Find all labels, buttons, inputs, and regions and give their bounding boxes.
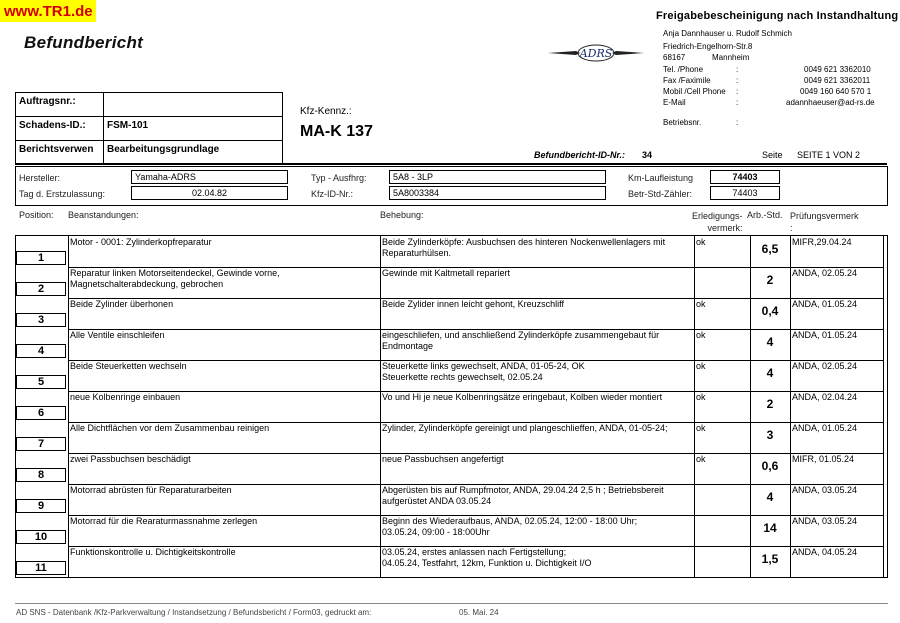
hours-value[interactable]: 4 bbox=[766, 490, 774, 504]
auftrag-field[interactable] bbox=[103, 92, 283, 117]
company-street: Friedrich-Engelhorn-Str.8 bbox=[663, 42, 753, 51]
position-number: 5 bbox=[16, 375, 66, 389]
bericht-label: Berichtsverwen bbox=[15, 140, 104, 165]
betr-label: Betr-Std-Zähler: bbox=[628, 189, 693, 199]
hours-value[interactable]: 6,5 bbox=[761, 242, 779, 256]
fix-text[interactable]: Zylinder, Zylinderköpfe gereinigt und plangeschlieffen, ANDA, 01-05-24; bbox=[382, 423, 668, 433]
hours-value[interactable]: 1,5 bbox=[761, 552, 779, 566]
issue-text[interactable]: Funktionskontrolle u. Dichtigkeitskontrolle bbox=[70, 547, 236, 557]
position-number: 7 bbox=[16, 437, 66, 451]
issue-text[interactable]: zwei Passbuchsen beschädigt bbox=[70, 454, 191, 464]
auftrag-label: Auftragsnr.: bbox=[15, 92, 104, 117]
schaden-label: Schadens-ID.: bbox=[15, 116, 104, 141]
hours-value[interactable]: 2 bbox=[766, 273, 774, 287]
done-mark[interactable]: ok bbox=[696, 392, 706, 402]
col-arbstd: Arb.-Std. bbox=[747, 210, 783, 220]
position-number: 1 bbox=[16, 251, 66, 265]
erstzulassung-label: Tag d. Erstzulassung: bbox=[19, 189, 106, 199]
company-logo bbox=[546, 40, 646, 66]
position-number: 3 bbox=[16, 313, 66, 327]
issue-text[interactable]: neue Kolbenringe einbauen bbox=[70, 392, 181, 402]
position-number: 9 bbox=[16, 499, 66, 513]
bericht-field[interactable]: Bearbeitungsgrundlage bbox=[103, 140, 283, 165]
table-row[interactable] bbox=[16, 236, 887, 267]
issue-text[interactable]: Motor - 0001: Zylinderkopfreparatur bbox=[70, 237, 212, 247]
col-beanstandungen: Beanstandungen: bbox=[68, 210, 139, 220]
document-title: Freigabebescheinigung nach Instandhaltung bbox=[656, 10, 899, 22]
hours-value[interactable]: 0,6 bbox=[761, 459, 779, 473]
report-id-label: Befundbericht-ID-Nr.: bbox=[534, 150, 625, 160]
table-row[interactable] bbox=[16, 515, 887, 546]
fix-text[interactable]: 03.05.24, erstes anlassen nach Fertigstellung; 04.05.24, Testfahrt, 12km, Funktion u. Dichtigkeit I/O bbox=[382, 547, 592, 568]
position-number: 2 bbox=[16, 282, 66, 296]
footer-date: 05. Mai. 24 bbox=[459, 608, 499, 617]
issue-text[interactable]: Alle Ventile einschleifen bbox=[70, 330, 165, 340]
hours-value[interactable]: 0,4 bbox=[761, 304, 779, 318]
table-row[interactable] bbox=[16, 298, 887, 329]
issue-text[interactable]: Motorrad abrüsten für Reparaturarbeiten bbox=[70, 485, 232, 495]
fax-colon: : bbox=[736, 76, 739, 85]
company-city: Mannheim bbox=[712, 53, 750, 62]
check-mark[interactable]: MIFR,29.04.24 bbox=[792, 237, 852, 247]
betr-field[interactable]: 74403 bbox=[710, 186, 780, 200]
col-position: Position: bbox=[19, 210, 54, 220]
issue-text[interactable]: Beide Steuerketten wechseln bbox=[70, 361, 187, 371]
fix-text[interactable]: Beginn des Wiederaufbaus, ANDA, 02.05.24, 12:00 - 18:00 Uhr; 03.05.24, 09:00 - 18:00Uhr bbox=[382, 516, 638, 537]
table-row[interactable] bbox=[16, 360, 887, 391]
check-mark[interactable]: ANDA, 01.05.24 bbox=[792, 423, 858, 433]
col-erledigung: Erledigungs- vermerk: bbox=[692, 211, 743, 233]
fix-text[interactable]: Beide Zylider innen leicht gehont, Kreuzschliff bbox=[382, 299, 564, 309]
fix-text[interactable]: neue Passbuchsen angefertigt bbox=[382, 454, 504, 464]
issue-text[interactable]: Motorrad für die Rearaturmassnahme zerlegen bbox=[70, 516, 258, 526]
fax-value: 0049 621 3362011 bbox=[804, 76, 871, 85]
check-mark[interactable]: ANDA, 01.05.24 bbox=[792, 299, 858, 309]
table-row[interactable] bbox=[16, 329, 887, 360]
position-number: 4 bbox=[16, 344, 66, 358]
fax-label: Fax /Faximile bbox=[663, 76, 711, 85]
done-mark[interactable]: ok bbox=[696, 330, 706, 340]
company-names: Anja Dannhauser u. Rudolf Schmich bbox=[663, 29, 792, 38]
mobil-label: Mobil /Cell Phone bbox=[663, 87, 726, 96]
hours-value[interactable]: 3 bbox=[766, 428, 774, 442]
col-pruefung: Prüfungsvermerk : bbox=[790, 211, 859, 233]
kfz-value: MA-K 137 bbox=[300, 123, 373, 140]
km-label: Km-Laufleistung bbox=[628, 173, 694, 183]
typ-label: Typ - Ausfhrg: bbox=[311, 173, 367, 183]
done-mark[interactable]: ok bbox=[696, 299, 706, 309]
page-number: SEITE 1 VON 2 bbox=[797, 150, 861, 160]
table-row[interactable] bbox=[16, 453, 887, 484]
hours-value[interactable]: 4 bbox=[766, 366, 774, 380]
hersteller-label: Hersteller: bbox=[19, 173, 61, 183]
betrieb-label: Betriebsnr. bbox=[663, 118, 702, 127]
page-label: Seite bbox=[762, 150, 783, 160]
fix-text[interactable]: Gewinde mit Kaltmetall repariert bbox=[382, 268, 511, 278]
done-mark[interactable]: ok bbox=[696, 237, 706, 247]
schaden-field[interactable]: FSM-101 bbox=[103, 116, 283, 141]
position-number: 8 bbox=[16, 468, 66, 482]
mobil-colon: : bbox=[736, 87, 739, 96]
erstzulassung-field[interactable]: 02.04.82 bbox=[131, 186, 288, 200]
kfzid-field[interactable]: 5A8003384 bbox=[389, 186, 606, 200]
hours-value[interactable]: 14 bbox=[763, 521, 777, 535]
email-label: E-Mail bbox=[663, 98, 686, 107]
phone-label: Tel. /Phone bbox=[663, 65, 704, 74]
check-mark[interactable]: ANDA, 02.05.24 bbox=[792, 268, 858, 278]
position-number: 6 bbox=[16, 406, 66, 420]
position-number: 10 bbox=[16, 530, 66, 544]
issue-text[interactable]: Beide Zylinder überhonen bbox=[70, 299, 174, 309]
table-row[interactable] bbox=[16, 484, 887, 515]
check-mark[interactable]: ANDA, 03.05.24 bbox=[792, 485, 858, 495]
email-colon: : bbox=[736, 98, 739, 107]
brand-title: Befundbericht bbox=[24, 33, 144, 52]
fix-text[interactable]: Beide Zylinderköpfe: Ausbuchsen des hinteren Nockenwellenlagers mit Reparaturhülsen. bbox=[382, 237, 666, 258]
phone-value: 0049 621 3362010 bbox=[804, 65, 871, 74]
betrieb-colon: : bbox=[736, 118, 739, 127]
position-number: 11 bbox=[16, 561, 66, 575]
check-mark[interactable]: ANDA, 04.05.24 bbox=[792, 547, 858, 557]
mobil-value: 0049 160 640 570 1 bbox=[800, 87, 872, 96]
footer-path: AD SNS - Datenbank /Kfz-Parkverwaltung / Instandsetzung / Befundsbericht / Form03, gedruckt am: bbox=[16, 608, 372, 617]
issue-text[interactable]: Reparatur linken Motorseitendeckel, Gewinde vorne, Magnetschalterabdeckung, gebrochen bbox=[70, 268, 280, 289]
fix-text[interactable]: Abgerüsten bis auf Rumpfmotor, ANDA, 29.04.24 2,5 h ; Betriebsbereit aufgerüstet ANDA 03.05.24 bbox=[382, 485, 664, 506]
kfz-label: Kfz-Kennz.: bbox=[300, 106, 352, 117]
fix-text[interactable]: Vo und Hi je neue Kolbenringsätze eringebaut, Kolben wieder montiert bbox=[382, 392, 663, 402]
km-field[interactable]: 74403 bbox=[710, 170, 780, 184]
hersteller-field[interactable]: Yamaha-ADRS bbox=[131, 170, 288, 184]
check-mark[interactable]: ANDA, 01.05.24 bbox=[792, 330, 858, 340]
kfzid-label: Kfz-ID-Nr.: bbox=[311, 189, 353, 199]
issue-text[interactable]: Alle Dichtflächen vor dem Zusammenbau reinigen bbox=[70, 423, 270, 433]
done-mark[interactable]: ok bbox=[696, 423, 706, 433]
check-mark[interactable]: ANDA, 02.05.24 bbox=[792, 361, 858, 371]
check-mark[interactable]: MIFR, 01.05.24 bbox=[792, 454, 855, 464]
done-mark[interactable]: ok bbox=[696, 361, 706, 371]
table-row[interactable] bbox=[16, 267, 887, 298]
check-mark[interactable]: ANDA, 03.05.24 bbox=[792, 516, 858, 526]
fix-text[interactable]: eingeschliefen, und anschließend Zylinderköpfe zusammengebaut für Endmontage bbox=[382, 330, 660, 351]
phone-colon: : bbox=[736, 65, 739, 74]
table-row[interactable] bbox=[16, 422, 887, 453]
fix-text[interactable]: Steuerkette links gewechselt, ANDA, 01-05-24, OK Steuerkette rechts gewechselt, 02.05.24 bbox=[382, 361, 585, 382]
site-url-badge[interactable]: www.TR1.de bbox=[0, 0, 96, 22]
check-mark[interactable]: ANDA, 02.04.24 bbox=[792, 392, 858, 402]
hours-value[interactable]: 4 bbox=[766, 335, 774, 349]
done-mark[interactable]: ok bbox=[696, 454, 706, 464]
defects-table bbox=[15, 235, 888, 578]
report-id-value: 34 bbox=[642, 150, 653, 160]
hours-value[interactable]: 2 bbox=[766, 397, 774, 411]
table-row[interactable] bbox=[16, 391, 887, 422]
table-row[interactable] bbox=[16, 546, 887, 577]
typ-field[interactable]: 5A8 - 3LP bbox=[389, 170, 606, 184]
email-value[interactable]: adannhaeuser@ad-rs.de bbox=[786, 98, 875, 107]
logo-text: ADRS bbox=[579, 47, 613, 60]
company-zip: 68167 bbox=[663, 53, 686, 62]
col-behebung: Behebung: bbox=[380, 210, 424, 220]
